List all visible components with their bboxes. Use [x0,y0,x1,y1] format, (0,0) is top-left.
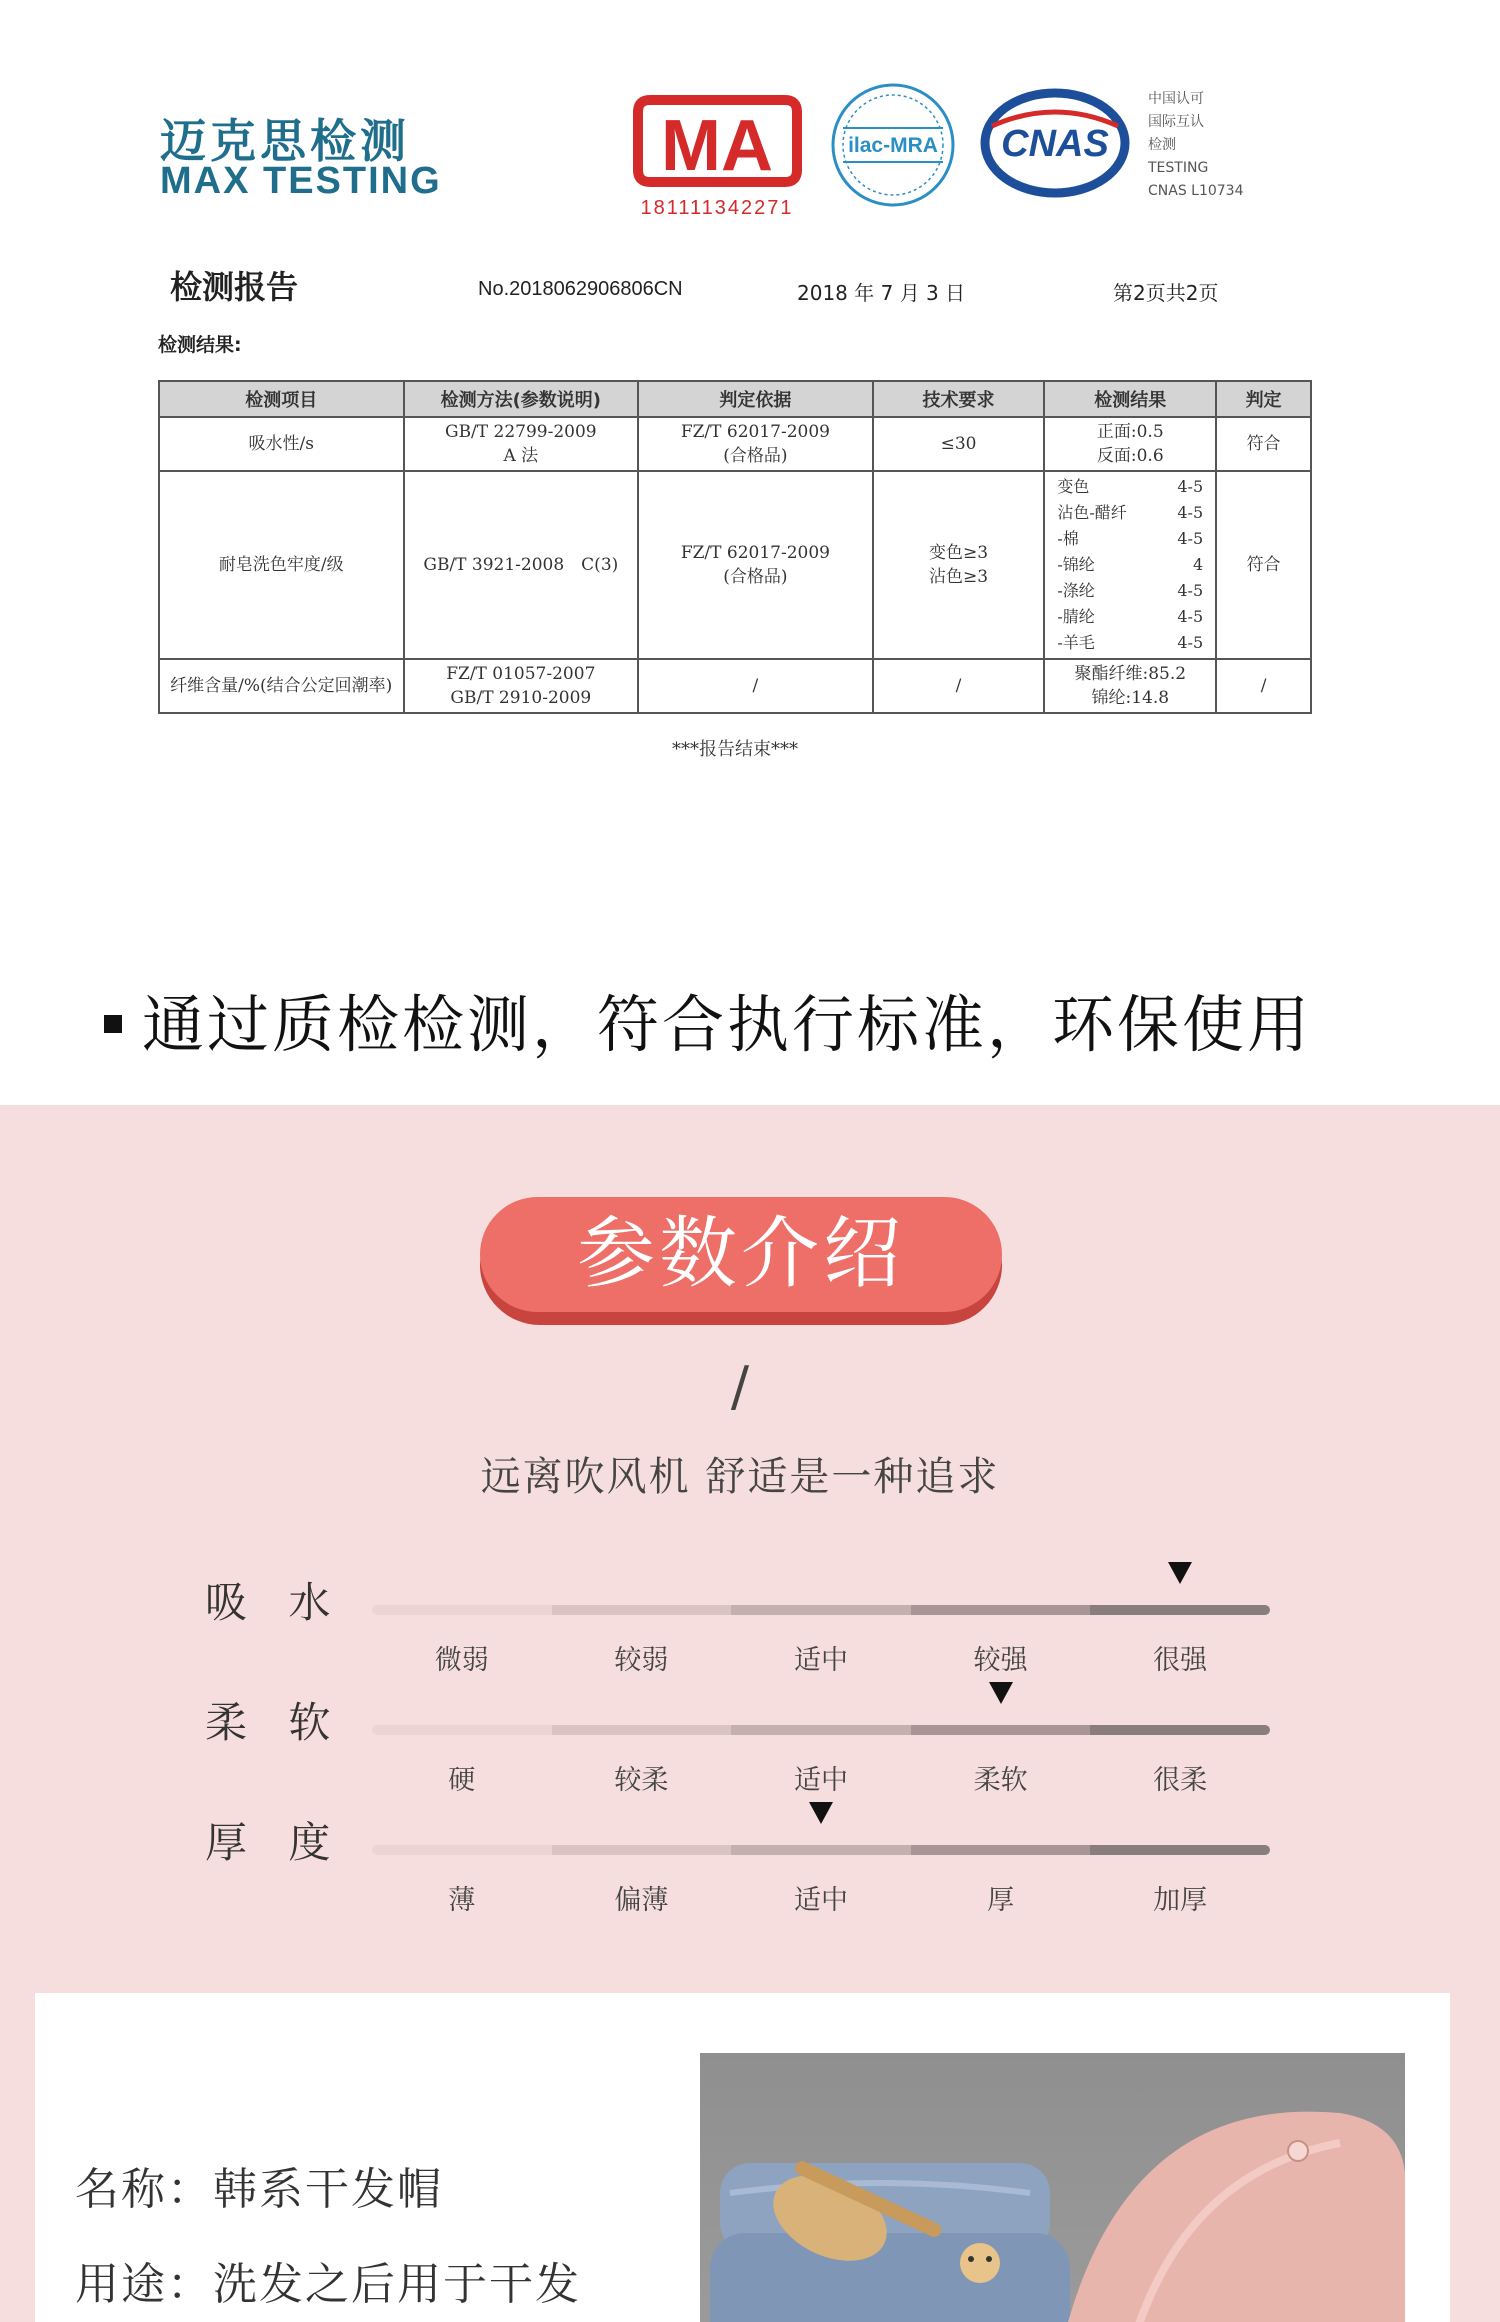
ilac-mra-logo [828,80,958,210]
test-results-table [158,380,1312,714]
requirement: ≤30 [873,417,1045,471]
result-line: -腈纶 4-5 [1057,607,1204,626]
column-header: 技术要求 [873,381,1045,417]
level-marker-icon [1168,1562,1192,1584]
test-item: 耐皂洗色牢度/级 [159,471,404,659]
scale-label: 加厚 [1153,1885,1208,1916]
scale-label: 适中 [793,1645,848,1676]
results-label: 检测结果: [158,334,242,356]
quality-tagline [104,975,1312,1064]
scale-label: 柔软 [973,1765,1028,1796]
cnas-accreditation-text: 中国认可 国际互认 检测 TESTING CNAS L10734 [1148,91,1244,199]
table-row [159,417,1311,471]
scale-label: 很柔 [1153,1765,1208,1796]
meter-scale [372,1758,1270,1797]
verdict: / [1216,659,1311,713]
parameters-section [0,1105,1500,2322]
test-method: GB/T 3921-2008 C(3) [404,471,639,659]
test-method: GB/T 22799-2009 A 法 [404,417,639,471]
meter-label: 柔 软 [205,1698,345,1747]
product-use: 用途：洗发之后用于干发 [75,2259,581,2310]
scale-label: 适中 [793,1885,848,1916]
scale-label: 微弱 [434,1645,489,1676]
ilac-logo-text: ilac-MRA [848,134,938,157]
softness-meter [0,1690,1500,1810]
scale-label: 偏薄 [614,1885,669,1916]
test-item: 吸水性/s [159,417,404,471]
requirement: / [873,659,1045,713]
table-row [159,471,1311,659]
towel-cap-image [700,2053,1405,2322]
report-date: 2018 年 7 月 3 日 [797,281,966,305]
test-result: 聚酯纤维:85.2 锦纶:14.8 [1044,659,1216,713]
result-line: 沾色-醋纤 4-5 [1057,503,1204,522]
square-bullet-icon [104,1015,122,1033]
column-header: 检测项目 [159,381,404,417]
level-marker-icon [809,1802,833,1824]
column-header: 检测结果 [1044,381,1216,417]
meter-track [372,1845,1270,1855]
result-line: -棉 4-5 [1057,529,1204,548]
scale-label: 适中 [793,1765,848,1796]
level-marker-icon [989,1682,1013,1704]
cnas-logo [980,88,1130,198]
meter-scale [372,1638,1270,1677]
test-result [1044,471,1216,659]
result-line: -羊毛 4-5 [1057,633,1204,652]
scale-label: 硬 [448,1765,476,1796]
report-title: 检测报告 [170,268,299,306]
judgement-basis: FZ/T 62017-2009 (合格品) [638,471,873,659]
report-page-indicator: 第2页共2页 [1113,281,1219,305]
scale-label: 很强 [1153,1645,1208,1676]
thickness-meter [0,1810,1500,1930]
verdict: 符合 [1216,417,1311,471]
divider-slash: / [730,1355,750,1418]
test-method: FZ/T 01057-2007 GB/T 2910-2009 [404,659,639,713]
meter-label: 厚 度 [205,1818,345,1867]
scale-label: 较柔 [614,1765,669,1796]
scale-label: 厚 [987,1885,1015,1916]
params-subtitle: 远离吹风机 舒适是一种追求 [480,1454,1000,1500]
brand-name-en: MAX TESTING [160,160,442,202]
column-header: 检测方法(参数说明) [404,381,639,417]
product-name: 名称：韩系干发帽 [75,2164,443,2215]
test-item: 纤维含量/%(结合公定回潮率) [159,659,404,713]
test-report-section [0,0,1500,1105]
brand-name-cn: 迈克思检测 [160,114,410,168]
report-end-marker: ***报告结束*** [672,739,798,760]
meter-label: 吸 水 [205,1578,345,1627]
result-line: -涤纶 4-5 [1057,581,1204,600]
verdict: 符合 [1216,471,1311,659]
table-header-row [159,381,1311,417]
column-header: 判定依据 [638,381,873,417]
judgement-basis: FZ/T 62017-2009 (合格品) [638,417,873,471]
scale-label: 较弱 [614,1645,669,1676]
absorbency-meter [0,1570,1500,1690]
result-line: -锦纶 4 [1057,555,1204,574]
cma-logo [630,92,805,222]
requirement: 变色≥3 沾色≥3 [873,471,1045,659]
params-title: 参数介绍 [480,1197,1002,1312]
cma-logo-text: MA [661,106,773,186]
report-number: No.2018062906806CN [478,278,683,300]
meter-track [372,1725,1270,1735]
scale-label: 薄 [448,1885,476,1916]
judgement-basis: / [638,659,873,713]
product-photo [700,2053,1405,2322]
cnas-logo-text: CNAS [1001,123,1109,165]
tagline-text: 通过质检检测，符合执行标准，环保使用 [142,988,1313,1061]
test-result: 正面:0.5 反面:0.6 [1044,417,1216,471]
result-line: 变色 4-5 [1057,477,1204,496]
cma-code: 181111342271 [640,197,794,219]
product-info-card [35,1993,1450,2322]
meter-scale [372,1878,1270,1917]
column-header: 判定 [1216,381,1311,417]
meter-track [372,1605,1270,1615]
scale-label: 较强 [973,1645,1028,1676]
table-row [159,659,1311,713]
